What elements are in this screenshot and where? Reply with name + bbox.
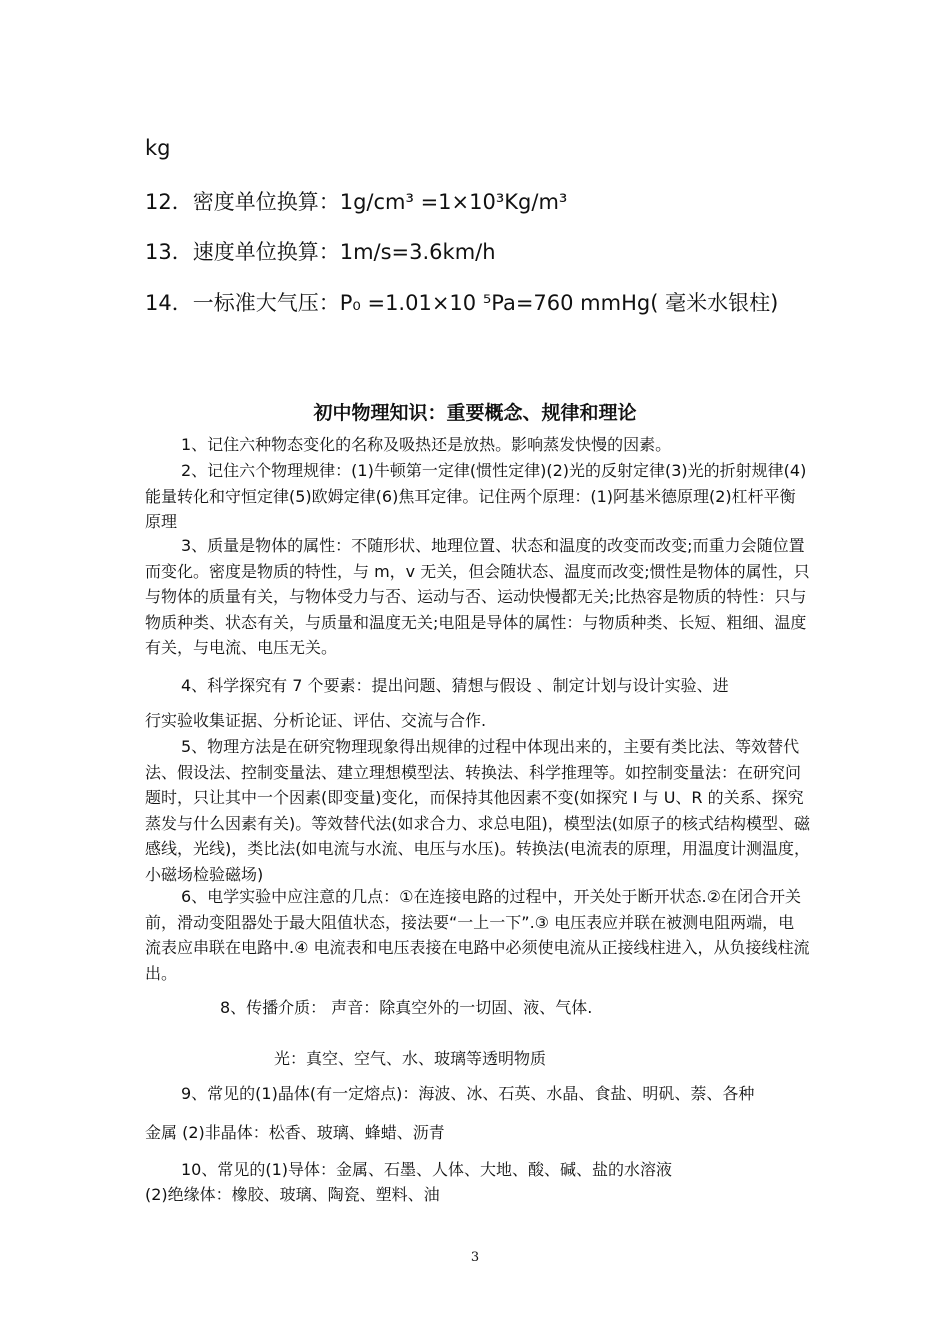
paragraph-4-line-2: 行实验收集证据、分析论证、评估、交流与合作. bbox=[145, 711, 487, 730]
paragraph-6: 6、电学实验中应注意的几点：①在连接电路的过程中，开关处于断开状态.②在闭合开关前，滑动变阻器处于最大阻值状态，接法要“一上一下”.③ 电压表应并联在被测电阻两端，电流表应串联在电路中.④ 电流表和电压表接在电路中必须使电流从正接线柱进入，从负接线柱流出。 bbox=[145, 887, 810, 983]
paragraph-4-line-1: 4、科学探究有 7 个要素：提出问题、猜想与假设 、制定计划与设计实验、进 bbox=[181, 676, 729, 695]
paragraph-3: 3、质量是物体的属性：不随形状、地理位置、状态和温度的改变而改变;而重力会随位置而变化。密度是物质的特性，与 m，v 无关，但会随状态、温度而改变;惯性是物体的属性，只与物体的质量有关，与物体受力与否、运动与否、运动快慢都无关;比热容是物质的特性：只与物质种类、状态有关，与质量和温度无关;电阻是导体的属性：与物质种类、长短、粗细、温度有关，与电流、电压无关。 bbox=[145, 536, 810, 657]
paragraph-8-line-2: 光：真空、空气、水、玻璃等透明物质 bbox=[274, 1049, 547, 1068]
page-number: 3 bbox=[470, 1250, 480, 1265]
paragraph-9-line-1: 9、常见的(1)晶体(有一定熔点)：海波、冰、石英、水晶、食盐、明矾、萘、各种 bbox=[181, 1084, 755, 1103]
paragraph-8-line-1: 8、传播介质： 声音：除真空外的一切固、液、气体. bbox=[220, 998, 593, 1017]
paragraph-10-line-1: 10、常见的(1)导体：金属、石墨、人体、大地、酸、碱、盐的水溶液 bbox=[181, 1160, 673, 1179]
paragraph-10-line-2: (2)绝缘体：橡胶、玻璃、陶瓷、塑料、油 bbox=[145, 1185, 440, 1204]
item-14-atmospheric-pressure: 14．一标准大气压：P₀ =1.01×10 ⁵Pa=760 mmHg( 毫米水银柱) bbox=[145, 291, 779, 315]
item-13-speed-conversion: 13．速度单位换算：1m/s=3.6km/h bbox=[145, 240, 496, 264]
paragraph-1: 1、记住六种物态变化的名称及吸热还是放热。影响蒸发快慢的因素。 bbox=[181, 435, 672, 454]
paragraph-5: 5、物理方法是在研究物理现象得出规律的过程中体现出来的，主要有类比法、等效替代法、假设法、控制变量法、建立理想模型法、转换法、科学推理等。如控制变量法：在研究问题时，只让其中一个因素(即变量)变化，而保持其他因素不变(如探究 I 与 U、R 的关系、探究蒸发与什么因素有关)。等效替代法(如求合力、求总电阻)，模型法(如原子的核式结构模型、磁感线，光线)，类比法(如电流与水流、电压与水压)。转换法(电流表的原理，用温度计测温度，小磁场检验磁场) bbox=[145, 737, 810, 884]
section-title: 初中物理知识：重要概念、规律和理论 bbox=[313, 402, 637, 424]
item-12-density-conversion: 12．密度单位换算：1g/cm³ =1×10³Kg/m³ bbox=[145, 190, 568, 214]
text-kg: kg bbox=[145, 136, 171, 160]
paragraph-2: 2、记住六个物理规律：(1)牛顿第一定律(惯性定律)(2)光的反射定律(3)光的折射规律(4)能量转化和守恒定律(5)欧姆定律(6)焦耳定律。记住两个原理：(1)阿基米德原理(2)杠杆平衡原理 bbox=[145, 461, 807, 531]
paragraph-9-line-2: 金属 (2)非晶体：松香、玻璃、蜂蜡、沥青 bbox=[145, 1123, 445, 1142]
